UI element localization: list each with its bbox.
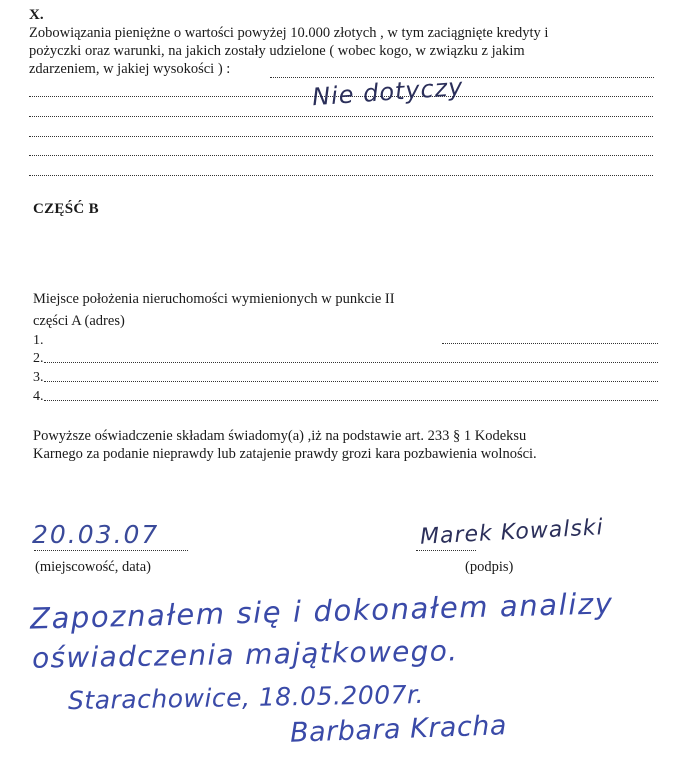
annotation-line-1: Zapoznałem się i dokonałem analizy (29, 586, 614, 636)
address-item-number: 1. (33, 333, 44, 348)
section-x-text-line-1: Zobowiązania pieniężne o wartości powyżej 10.000 złotych , w tym zaciągnięte kredyty i (29, 25, 549, 41)
declaration-line-2: Karnego za podanie nieprawdy lub zatajenie prawdy grozi kara pozbawienia wolności. (33, 446, 537, 462)
address-item-number: 4. (33, 389, 44, 404)
address-item-number: 3. (33, 370, 44, 385)
dotted-line (29, 155, 653, 156)
section-b-heading: CZĘŚĆ B (33, 201, 99, 217)
address-field-2 (44, 362, 658, 363)
annotation-line-2: oświadczenia majątkowego. (31, 634, 459, 675)
dotted-line (29, 136, 653, 137)
section-x-text-line-3: zdarzeniem, w jakiej wysokości ) : (29, 61, 231, 77)
handwritten-signature: Marek Kowalski (419, 515, 605, 550)
address-item-number: 2. (33, 351, 44, 366)
date-dotted-line (34, 550, 188, 551)
address-field-3 (44, 381, 658, 382)
handwritten-date: 20.03.07 (32, 520, 160, 549)
date-caption: (miejscowość, data) (35, 559, 151, 575)
signature-dotted-line (416, 550, 476, 551)
dotted-line (29, 116, 653, 117)
annotation-place-date: Starachowice, 18.05.2007r. (67, 679, 425, 716)
signature-caption: (podpis) (465, 559, 514, 575)
address-field-1 (442, 343, 658, 344)
section-x-text-line-2: pożyczki oraz warunki, na jakich zostały udzielone ( wobec kogo, w związku z jakim (29, 43, 525, 59)
dotted-line (29, 175, 653, 176)
section-x-heading: X. (29, 7, 44, 23)
address-field-4 (44, 400, 658, 401)
annotation-signature: Barbara Kracha (289, 710, 508, 749)
address-label-line-1: Miejsce położenia nieruchomości wymienionych w punkcie II (33, 291, 395, 307)
address-label-line-2: części A (adres) (33, 313, 125, 329)
handwritten-answer: Nie dotyczy (311, 72, 465, 112)
declaration-line-1: Powyższe oświadczenie składam świadomy(a) ,iż na podstawie art. 233 § 1 Kodeksu (33, 428, 527, 444)
